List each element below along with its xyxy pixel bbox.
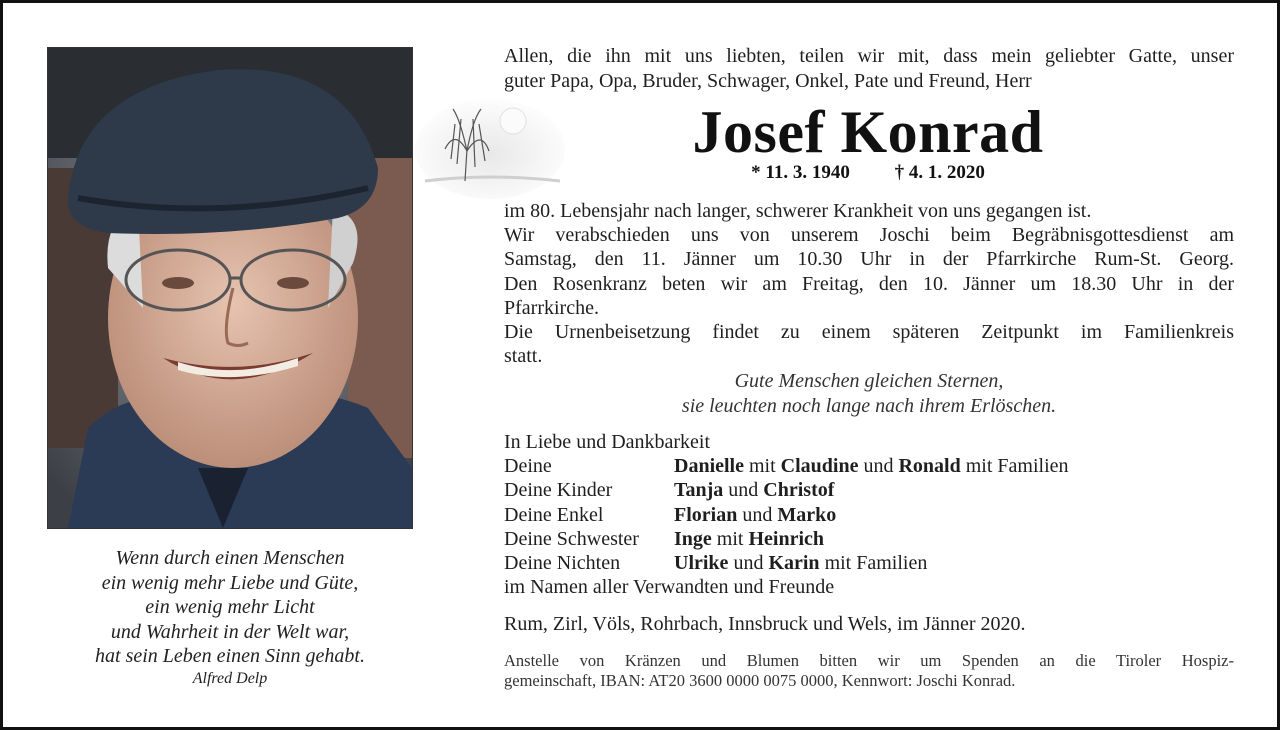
- birth-date: * 11. 3. 1940: [751, 162, 850, 183]
- life-dates: [623, 162, 1113, 184]
- poem-author: Alfred Delp: [192, 670, 268, 687]
- quote-line: sie leuchten noch lange nach ihrem Erlöschen.: [681, 394, 1057, 417]
- deceased-name: Josef Konrad: [692, 99, 1044, 165]
- announcement-line: im 80. Lebensjahr nach langer, schwerer Krankheit von uns gegangen ist.: [504, 200, 1092, 222]
- poem-line: Wenn durch einen Menschen: [115, 547, 345, 569]
- death-date: † 4. 1. 2020: [894, 162, 985, 183]
- place-date: Rum, Zirl, Völs, Rohrbach, Innsbruck und Wels, im Jänner 2020.: [504, 613, 1026, 635]
- announcement-line: statt.: [504, 345, 543, 368]
- family-row: [504, 551, 1234, 575]
- poem-line: ein wenig mehr Liebe und Güte,: [101, 571, 359, 594]
- family-row: [504, 503, 1234, 527]
- family-row-names: [674, 478, 834, 502]
- family-member-name: Danielle: [674, 455, 744, 478]
- family-row: [504, 527, 1234, 551]
- family-member-name: Claudine: [780, 455, 859, 478]
- family-connector: und: [737, 503, 778, 526]
- announcement-line: Samstag, den 11. Jänner um 10.30 Uhr in der Pfarrkirche Rum-St. Georg.: [504, 248, 1234, 271]
- family-connector: mit Familien: [960, 455, 1069, 478]
- family-member-name: Tanja: [674, 479, 724, 502]
- family-connector: und: [723, 479, 764, 502]
- family-member-name: Ulrike: [674, 552, 729, 575]
- announcement-line: Pfarrkirche.: [504, 296, 599, 319]
- family-connector: und: [858, 455, 899, 478]
- willow-tree-illustration: [415, 89, 565, 201]
- donation-note: [504, 651, 1234, 691]
- memorial-poem: [33, 546, 427, 669]
- family-row-names: [674, 454, 1069, 478]
- announcement-line: Wir verabschieden uns von unserem Joschi beim Begräbnisgottesdienst am: [504, 224, 1234, 247]
- announcement-text: [504, 199, 1234, 368]
- family-member-name: Florian: [674, 503, 738, 526]
- poem-line: und Wahrheit in der Welt war,: [110, 620, 350, 643]
- family-row-label: Deine Nichten: [504, 552, 621, 575]
- announcement-line: Den Rosenkranz beten wir am Freitag, den 10. Jänner um 18.30 Uhr in der: [504, 272, 1234, 295]
- note-line: gemeinschaft, IBAN: AT20 3600 0000 0075 0000, Kennwort: Joschi Konrad.: [504, 671, 1016, 690]
- poem-line: hat sein Leben einen Sinn gehabt.: [95, 645, 365, 667]
- family-row-label: Deine Enkel: [504, 503, 604, 526]
- quote-line: Gute Menschen gleichen Sternen,: [734, 370, 1004, 392]
- family-member-name: Christof: [763, 479, 835, 502]
- family-row-names: [674, 503, 836, 527]
- family-row-names: [674, 551, 927, 575]
- family-member-name: Inge: [674, 527, 712, 550]
- family-member-name: Karin: [768, 552, 820, 575]
- note-line: Anstelle von Kränzen und Blumen bitten wir um Spenden an die Tiroler Hospiz-: [504, 651, 1234, 670]
- family-member-name: Marko: [777, 503, 837, 526]
- announcement-line: Die Urnenbeisetzung findet zu einem späteren Zeitpunkt im Familienkreis: [504, 321, 1234, 344]
- intro-text: [504, 44, 1234, 94]
- family-row-label: Deine Schwester: [504, 527, 639, 550]
- intro-line: guter Papa, Opa, Bruder, Schwager, Onkel, Pate und Freund, Herr: [504, 70, 1032, 92]
- family-row-label: Deine: [504, 455, 552, 478]
- family-member-name: Ronald: [898, 455, 961, 478]
- family-member-name: Heinrich: [748, 527, 825, 550]
- closing-line: In Liebe und Dankbarkeit: [504, 431, 711, 453]
- family-row: [504, 478, 1234, 502]
- family-list: [504, 430, 1234, 599]
- family-connector: und: [728, 552, 769, 575]
- relatives-line: im Namen aller Verwandten und Freunde: [504, 576, 835, 599]
- family-row-label: Deine Kinder: [504, 479, 613, 502]
- portrait-photo: [47, 47, 413, 529]
- family-connector: mit: [744, 455, 781, 478]
- family-connector: mit: [711, 527, 749, 550]
- family-rows: [504, 454, 1234, 575]
- family-row: [504, 454, 1234, 478]
- intro-line: Allen, die ihn mit uns liebten, teilen wir mit, dass mein geliebter Gatte, unser: [504, 45, 1234, 67]
- memorial-quote: [504, 369, 1234, 418]
- poem-line: ein wenig mehr Licht: [145, 596, 315, 618]
- family-row-names: [674, 527, 824, 551]
- family-connector: mit Familien: [819, 552, 928, 575]
